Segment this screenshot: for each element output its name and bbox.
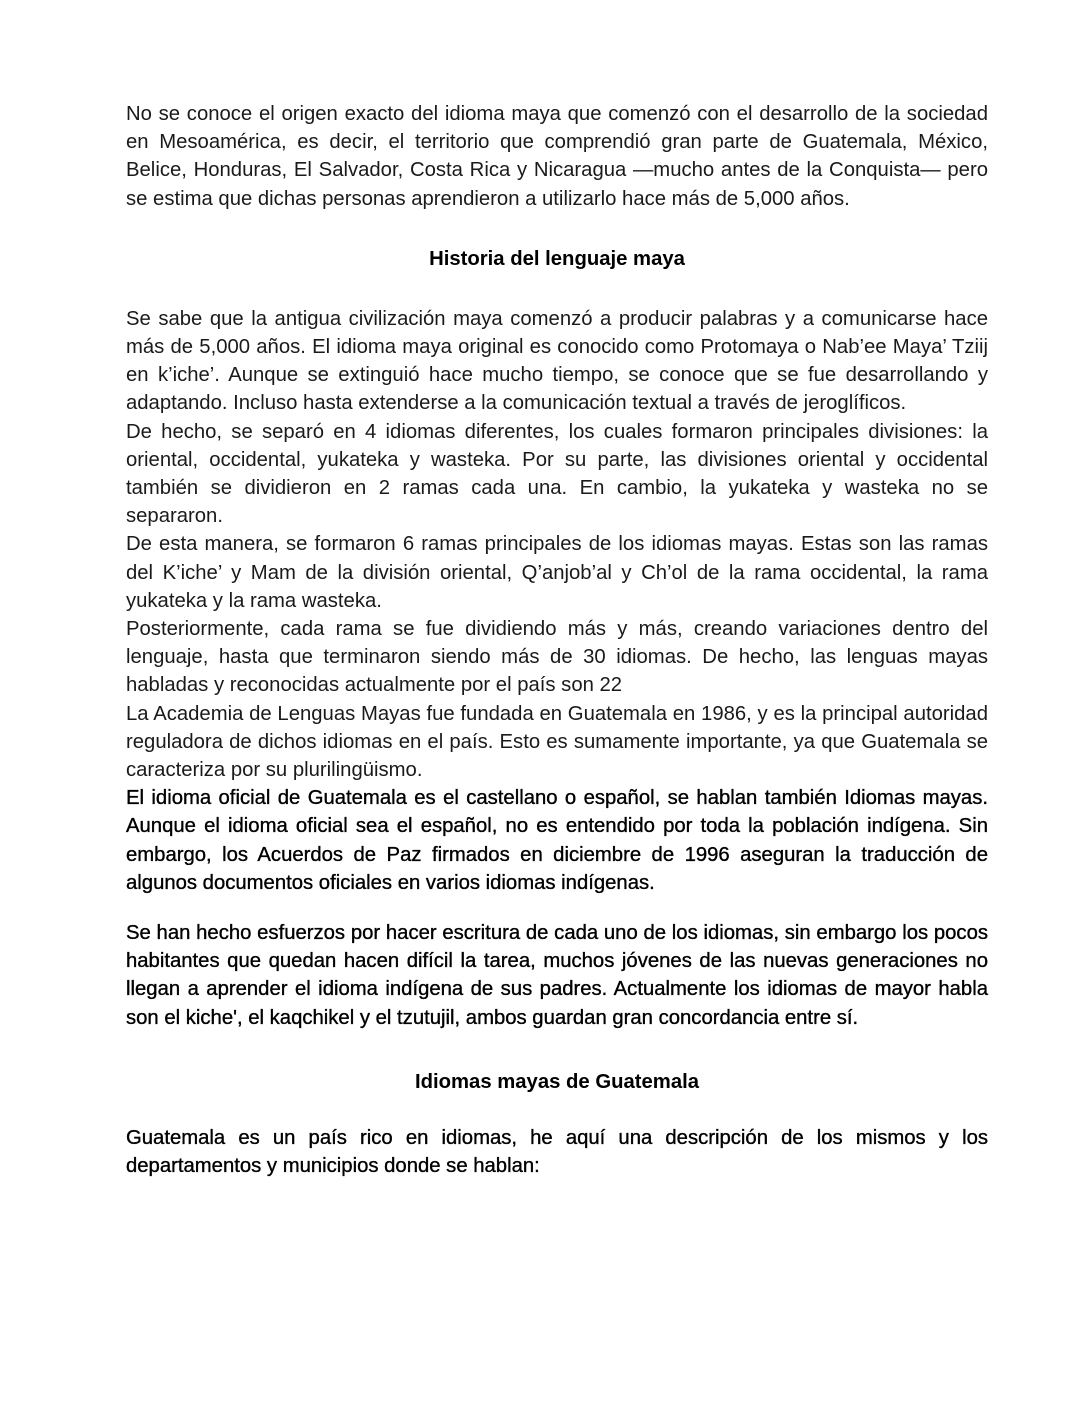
history-paragraph-2: De hecho, se separó en 4 idiomas diferentes, los cuales formaron principales divisiones: la oriental, occidental, yukateka y wasteka. Por su parte, las divisiones oriental y occidental también se dividieron en 2 ramas cada una. En cambio, la yukateka y wasteka no se separaron. [126,420,988,528]
history-paragraph-4: Posteriormente, cada rama se fue dividiendo más y más, creando variaciones dentro del lenguaje, hasta que terminaron siendo más de 30 idiomas. De hecho, las lenguas mayas habladas y reconocidas actualmente por el país son 22 [126,618,988,697]
intro-paragraph: No se conoce el origen exacto del idioma maya que comenzó con el desarrollo de la sociedad en Mesoamérica, es decir, el territorio que comprendió gran parte de Guatemala, México, Belice, Honduras, El Salvador, Costa Rica y Nicaragua —mucho antes de la Conquista— pero se estima que dichas personas aprendieron a utilizarlo hace más de 5,000 años. [126,103,988,210]
history-paragraph-3: De esta manera, se formaron 6 ramas principales de los idiomas mayas. Estas son las ramas del K’iche’ y Mam de la división oriental, Q’anjob’al y Ch’ol de la rama occidental, la rama yukateka y la rama wasteka. [126,533,988,612]
languages-intro-paragraph: Guatemala es un país rico en idiomas, he aquí una descripción de los mismos y los departamentos y municipios donde se hablan: [126,1126,988,1178]
spacer [126,897,988,919]
spacer [126,1032,988,1068]
official-language-paragraph: El idioma oficial de Guatemala es el castellano o español, se hablan también Idiomas mayas. Aunque el idioma oficial sea el español, no es entendido por toda la población indígena. Sin embargo, los Acuerdos de Paz firmados en diciembre de 1996 aseguran la traducción de algunos documentos oficiales en varios idiomas indígenas. [126,787,988,894]
spacer [126,213,988,245]
document-page [126,100,988,1180]
heading-history: Historia del lenguaje maya [429,247,685,270]
history-paragraph-1: Se sabe que la antigua civilización maya comenzó a producir palabras y a comunicarse hace más de 5,000 años. El idioma maya original es conocido como Protomaya o Nab’ee Maya’ Tziij en k’iche’. Aunque se extinguió hace mucho tiempo, se conoce que se fue desarrollando y adaptando. Incluso hasta extenderse a la comunicación textual a través de jeroglíficos. [126,307,988,415]
spacer [126,1096,988,1124]
writing-efforts-paragraph: Se han hecho esfuerzos por hacer escritura de cada uno de los idiomas, sin embargo los pocos habitantes que quedan hacen difícil la tarea, muchos jóvenes de las nuevas generaciones no llegan a aprender el idioma indígena de sus padres. Actualmente los idiomas de mayor habla son el kiche', el kaqchikel y el tzutujil, ambos guardan gran concordancia entre sí. [126,922,988,1029]
heading-languages: Idiomas mayas de Guatemala [414,1070,700,1093]
history-paragraph-5: La Academia de Lenguas Mayas fue fundada en Guatemala en 1986, y es la principal autoridad reguladora de dichos idiomas en el país. Esto es sumamente importante, ya que Guatemala se caracteriza por su plurilingüismo. [126,702,988,782]
spacer [126,273,988,305]
